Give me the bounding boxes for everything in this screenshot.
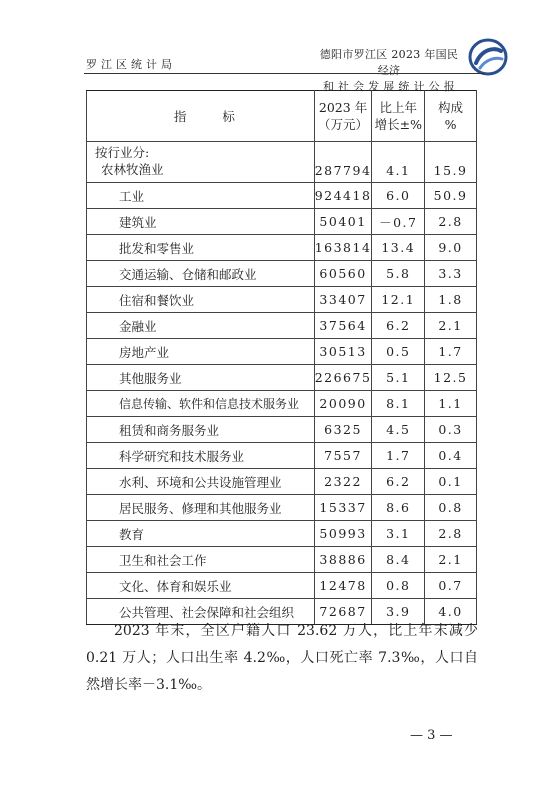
- cell-share: 0.4: [425, 443, 477, 469]
- table-row: [87, 209, 477, 235]
- cell-growth: 12.1: [372, 287, 425, 313]
- cell-growth: 6.0: [372, 183, 425, 209]
- cell-growth: 4.5: [372, 417, 425, 443]
- row-label: 工业: [87, 183, 315, 209]
- cell-growth: －0.7: [372, 209, 425, 235]
- cell-value: 38886: [314, 547, 372, 573]
- table-row: [87, 142, 477, 183]
- cell-value: 15337: [314, 495, 372, 521]
- header-indicator: 指 标: [87, 91, 315, 142]
- cell-growth: 5.1: [372, 365, 425, 391]
- cell-growth: 6.2: [372, 313, 425, 339]
- row-label: 居民服务、修理和其他服务业: [87, 495, 315, 521]
- cell-growth: 6.2: [372, 469, 425, 495]
- cell-share: 0.8: [425, 495, 477, 521]
- cell-growth: 8.6: [372, 495, 425, 521]
- cell-value: 20090: [314, 391, 372, 417]
- cell-value: 924418: [314, 183, 372, 209]
- table-row: [87, 183, 477, 209]
- row-label: 其他服务业: [87, 365, 315, 391]
- cell-value: 50993: [314, 521, 372, 547]
- table-row: [87, 261, 477, 287]
- bulletin-title: [316, 47, 462, 95]
- cell-growth: 4.1: [372, 142, 425, 183]
- row-label: 租赁和商务服务业: [87, 417, 315, 443]
- row-label: 文化、体育和娱乐业: [87, 573, 315, 599]
- table-row: [87, 287, 477, 313]
- cell-share: 1.1: [425, 391, 477, 417]
- header-share: 构成 %: [425, 91, 477, 142]
- table-row: [87, 417, 477, 443]
- cell-value: 60560: [314, 261, 372, 287]
- row-label: 建筑业: [87, 209, 315, 235]
- cell-share: 0.1: [425, 469, 477, 495]
- table-row: [87, 313, 477, 339]
- page-number: — 3 —: [410, 728, 453, 743]
- group-label: 按行业分:: [95, 145, 150, 160]
- header-rule: [84, 73, 484, 74]
- bulletin-title-line2: 和 社 会 发 展 统 计 公 报: [322, 80, 456, 93]
- cell-share: 9.0: [425, 235, 477, 261]
- table-row: [87, 443, 477, 469]
- row-label: 水利、环境和公共设施管理业: [87, 469, 315, 495]
- cell-share: 50.9: [425, 183, 477, 209]
- cell-value: 50401: [314, 209, 372, 235]
- cell-value: 30513: [314, 339, 372, 365]
- cell-share: 3.3: [425, 261, 477, 287]
- issuing-organization: 罗江区统计局: [86, 58, 176, 71]
- bulletin-title-line1: 德阳市罗江区 2023 年国民经济: [319, 48, 459, 77]
- cell-share: 2.8: [425, 521, 477, 547]
- cell-growth: 13.4: [372, 235, 425, 261]
- row-label: 信息传输、软件和信息技术服务业: [87, 391, 315, 417]
- cell-growth: 3.1: [372, 521, 425, 547]
- table-header-row: [87, 91, 477, 142]
- cell-share: 2.8: [425, 209, 477, 235]
- cell-value: 12478: [314, 573, 372, 599]
- cell-growth: 3.9: [372, 599, 425, 625]
- cell-value: 72687: [314, 599, 372, 625]
- table-row: [87, 495, 477, 521]
- row-label: 交通运输、仓储和邮政业: [87, 261, 315, 287]
- cell-growth: 8.1: [372, 391, 425, 417]
- row-label: 教育: [87, 521, 315, 547]
- cell-value: 2322: [314, 469, 372, 495]
- cell-value: 226675: [314, 365, 372, 391]
- row-label: 房地产业: [87, 339, 315, 365]
- cell-share: 2.1: [425, 547, 477, 573]
- header-value-2023: 2023 年 （万元）: [314, 91, 372, 142]
- cell-share: 15.9: [425, 142, 477, 183]
- table-row: [87, 365, 477, 391]
- table-row: [87, 573, 477, 599]
- cell-share: 1.8: [425, 287, 477, 313]
- header-growth: 比上年 增长±%: [372, 91, 425, 142]
- cell-share: 4.0: [425, 599, 477, 625]
- table-row: [87, 235, 477, 261]
- statistics-logo-icon: [468, 37, 508, 77]
- cell-growth: 1.7: [372, 443, 425, 469]
- table-row: [87, 469, 477, 495]
- row-label: 金融业: [87, 313, 315, 339]
- table-row: [87, 547, 477, 573]
- cell-growth: 5.8: [372, 261, 425, 287]
- cell-share: 1.7: [425, 339, 477, 365]
- row-label: 住宿和餐饮业: [87, 287, 315, 313]
- row-label: 科学研究和技术服务业: [87, 443, 315, 469]
- cell-value: 33407: [314, 287, 372, 313]
- cell-share: 12.5: [425, 365, 477, 391]
- table-row: [87, 521, 477, 547]
- cell-share: 2.1: [425, 313, 477, 339]
- table-row: [87, 339, 477, 365]
- cell-growth: 0.5: [372, 339, 425, 365]
- cell-value: 287794: [314, 142, 372, 183]
- cell-value: 37564: [314, 313, 372, 339]
- cell-growth: 8.4: [372, 547, 425, 573]
- cell-growth: 0.8: [372, 573, 425, 599]
- cell-value: 163814: [314, 235, 372, 261]
- cell-value: 7557: [314, 443, 372, 469]
- cell-share: 0.7: [425, 573, 477, 599]
- industry-value-table: [86, 90, 477, 625]
- row-label: 批发和零售业: [87, 235, 315, 261]
- row-label: 公共管理、社会保障和社会组织: [87, 599, 315, 625]
- row-label: 按行业分: 农林牧渔业: [87, 142, 315, 183]
- row-label: 卫生和社会工作: [87, 547, 315, 573]
- table-row: [87, 391, 477, 417]
- cell-share: 0.3: [425, 417, 477, 443]
- population-paragraph: 2023 年末，全区户籍人口 23.62 万人，比上年末减少 0.21 万人；人口出生率 4.2‰，人口死亡率 7.3‰，人口自然增长率－3.1‰。: [86, 623, 478, 693]
- cell-value: 6325: [314, 417, 372, 443]
